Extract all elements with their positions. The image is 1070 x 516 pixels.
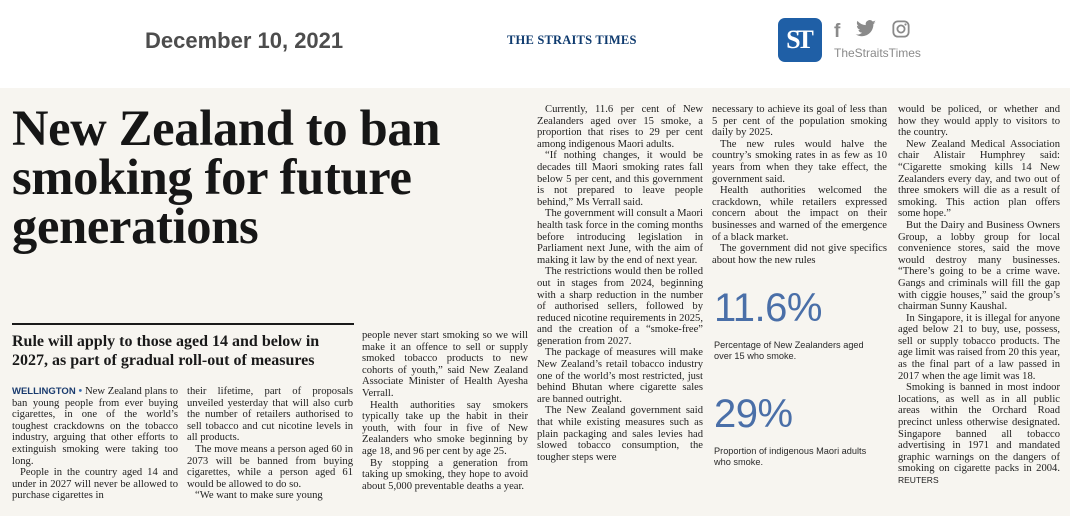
dateline-bullet-icon: • <box>78 386 83 397</box>
wire-credit: REUTERS <box>898 475 939 485</box>
col3-p3: By stopping a generation from taking up smoking, they hope to avoid about 5,000 preventable deaths a year. <box>362 457 528 492</box>
article-column-1 <box>12 386 178 514</box>
twitter-icon[interactable] <box>855 20 877 43</box>
social-icons <box>834 20 910 43</box>
stat-value-smokers: 11.6% <box>714 286 822 330</box>
col5-p4: The government did not give specifics about how the new rules <box>712 243 887 266</box>
social-handle: TheStraitsTimes <box>834 46 921 60</box>
article-column-4 <box>537 104 703 514</box>
twitter-bird-shape <box>855 20 877 38</box>
col6-last-paragraph <box>898 382 1060 486</box>
article-column-3 <box>362 330 528 514</box>
lead-paragraph <box>12 386 178 467</box>
col4-p6: The New Zealand government said that while existing measures such as plain packaging and sales levies had slowed tobacco consumption, the tougher steps were <box>537 405 703 463</box>
col6-p4: In Singapore, it is illegal for anyone aged below 21 to buy, use, possess, sell or supply tobacco products. The age limit was raised from 20 this year, as the final part of a law passed in 2017 when the age limit was 18. <box>898 312 1060 382</box>
col2-p2: The move means a person aged 60 in 2073 will be banned from buying cigarettes, while a person aged 61 would be allowed to do so. <box>187 443 353 490</box>
col4-p2: “If nothing changes, it would be decades till Maori smoking rates fall below 5 per cent, and this government is not prepared to leave people behind,” Ms Verrall said. <box>537 150 703 208</box>
article-column-6 <box>898 104 1060 514</box>
publication-date: December 10, 2021 <box>145 28 344 53</box>
st-logo-icon <box>778 18 822 62</box>
article-column-5 <box>712 104 887 274</box>
page-header <box>0 0 1070 88</box>
stat-value-maori: 29% <box>714 392 793 436</box>
article-subhead: Rule will apply to those aged 14 and below in 2027, as part of gradual roll-out of measures <box>12 333 320 369</box>
subhead-divider <box>12 323 354 325</box>
article-headline: New Zealand to ban smoking for future generations <box>12 100 441 254</box>
col3-p2: Health authorities say smokers typically take up the habit in their youth, with four in five of New Zealanders who smoke beginning by age 18, and 96 per cent by age 25. <box>362 399 528 457</box>
article-column-2 <box>187 386 353 514</box>
col4-p1: Currently, 11.6 per cent of New Zealanders aged over 15 smoke, a proportion that rises to 29 per cent among indigenous Maori adults. <box>537 104 703 150</box>
col6-p5: Smoking is banned in most indoor locations, as well as in all public areas within the Orchard Road precinct unless otherwise designated. Singapore banned all tobacco advertising in 1971 and mandated graphic warnings on the dangers of smoking on cigarette packs in 2004. <box>898 382 1060 475</box>
col1-p2: People in the country aged 14 and under in 2027 will never be allowed to purchase cigarettes in <box>12 467 178 502</box>
col4-p5: The package of measures will make New Zealand’s retail tobacco industry one of the world’s most restricted, just behind Bhutan where cigarette sales are banned outright. <box>537 347 703 405</box>
instagram-camera-shape <box>892 20 910 38</box>
dateline: WELLINGTON <box>12 386 76 397</box>
stat-caption-maori: Proportion of indigenous Maori adults who smoke. <box>714 446 867 467</box>
col5-p3: Health authorities welcomed the crackdown, while retailers expressed concern about the impact on their businesses and warned of the emergence of a black market. <box>712 185 887 243</box>
st-logo-text: ST <box>786 25 810 54</box>
col6-p3: But the Dairy and Business Owners Group, a lobby group for local convenience stores, said the move would destroy many businesses. “There’s going to be a crime wave. Gangs and criminals will fill the gap with ciggie houses,” said the group’s chairman Sunny Kaushal. <box>898 219 1060 313</box>
masthead: THE STRAITS TIMES <box>507 33 637 47</box>
col2-p3: “We want to make sure young <box>195 490 323 502</box>
col3-p1: people never start smoking so we will make it an offence to sell or supply smoked tobacco products to new cohorts of youth,” said New Zealand Associate Minister of Health Ayesha Verrall. <box>362 330 528 399</box>
col1-p1: New Zealand plans to ban young people from ever buying cigarettes, in one of the world’s toughest crackdowns on the tobacco industry, arguing that other efforts to extinguish smoking were taking too long. <box>12 386 178 467</box>
instagram-icon[interactable] <box>892 20 910 43</box>
stat-caption-smokers: Percentage of New Zealanders aged over 15 who smoke. <box>714 340 864 361</box>
col4-p3: The government will consult a Maori health task force in the coming months before introducing legislation in Parliament next June, with the aim of making it law by the end of next year. <box>537 208 703 266</box>
col6-p1: would be policed, or whether and how they would apply to visitors to the country. <box>898 104 1060 139</box>
col5-p2: The new rules would halve the country’s smoking rates in as few as 10 years from when they take effect, the government said. <box>712 138 887 185</box>
facebook-icon[interactable]: f <box>834 20 841 42</box>
col4-p4: The restrictions would then be rolled out in stages from 2024, beginning with a sharp reduction in the number of authorised sellers, followed by reduced nicotine requirements in 2025, and the creation of a “smoke-free” generation from 2027. <box>537 266 703 347</box>
col6-p2: New Zealand Medical Association chair Alistair Humphrey said: “Cigarette smoking kills 14 New Zealanders every day, and two out of three smokers will die as a result of smoking. This action plan offers some hope.” <box>898 138 1060 220</box>
col2-p1: their lifetime, part of proposals unveiled yesterday that will also curb the number of retailers authorised to sell tobacco and cut nicotine levels in all products. <box>187 386 353 444</box>
col5-p1: necessary to achieve its goal of less than 5 per cent of the population smoking daily by 2025. <box>712 104 887 139</box>
